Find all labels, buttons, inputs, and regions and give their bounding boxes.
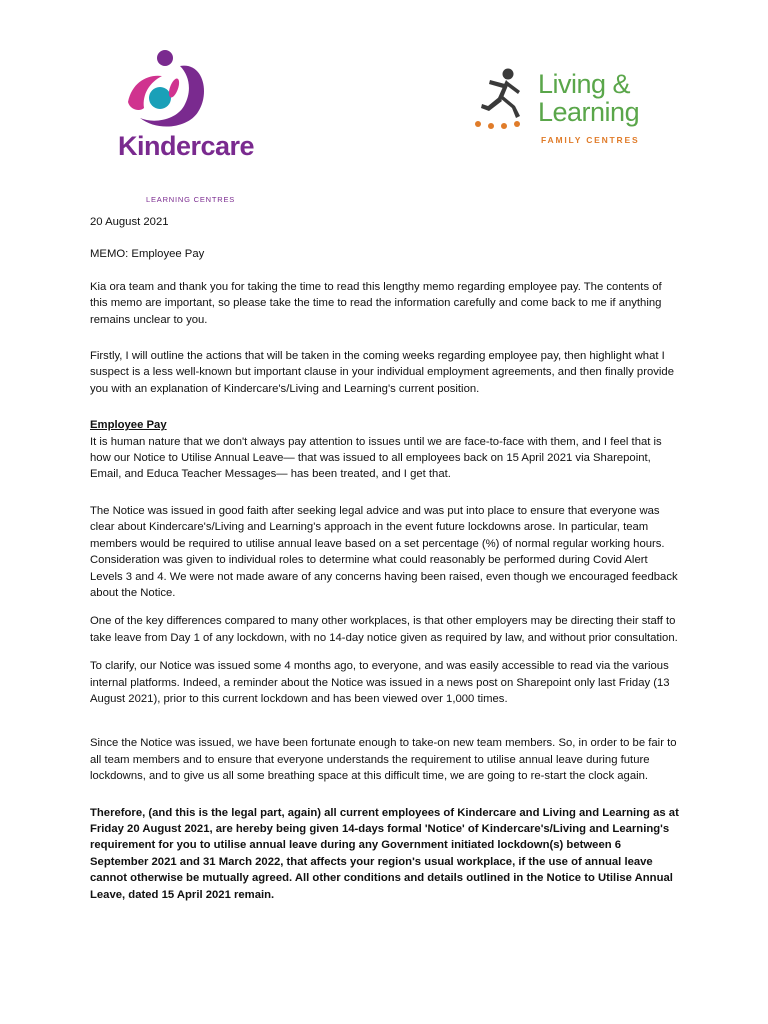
memo-title: MEMO: Employee Pay [90, 248, 205, 261]
kindercare-wordmark: Kindercare [118, 131, 255, 161]
paragraph-legal-notice: Therefore, (and this is the legal part, again) all current employees of Kindercare and Living and Learning as at Friday 20 August 2021, are hereby being given 14-days formal 'Notice' of Kindercare's/Living and Learning's requirement for you to utilise annual leave during any Government initiated lockdown(s) between 6 September 2021 and 31 March 2022, that affects your region's usual workplace, if the use of annual leave cannot otherwise be mutually agreed. All other conditions and details outlined in the Notice to Utilise Annual Leave, dated 15 April 2021 remain. [90, 806, 679, 901]
kindercare-logo [118, 46, 255, 204]
kindercare-tagline: LEARNING CENTRES [146, 195, 236, 204]
paragraph-human-nature: It is human nature that we don't always pay attention to issues until we are face-to-face with them, and I feel that is how our Notice to Utilise Annual Leave— that was issued to all employees back on 15 April 2021 via Sharepoint, Email, and Educa Teacher Messages— has been treated, and I get that. [90, 435, 662, 481]
paragraph-notice-good-faith: The Notice was issued in good faith after seeking legal advice and was put into place to ensure that everyone was clear about Kindercare's/Living and Learning's approach in the event future lockdowns arose. In particular, team members would be required to utilise annual leave based on a set percentage (%) of normal regular working hours. Consideration was given to individual roles to determine what could reasonably be performed during Covid Alert Levels 3 and 4. We were not made aware of any concerns having been raised, even though we encouraged feedback about the Notice. [90, 504, 678, 599]
section-heading-employee-pay: Employee Pay [90, 419, 167, 432]
memo-body [90, 214, 682, 903]
running-figure-icon [472, 66, 534, 134]
paragraph-restart-clock: Since the Notice was issued, we have been fortunate enough to take-on new team members. So, in order to be fair to all team members and to ensure that everyone understands the requirement to utilise annual leave during future lockdowns, and to give us all some breathing space at this difficult time, we are going to re-start the clock again. [90, 737, 677, 783]
living-learning-tagline: FAMILY CENTRES [541, 135, 640, 145]
paragraph-key-differences: One of the key differences compared to many other workplaces, is that other employers may be directing their staff to take leave from Day 1 of any lockdown, with no 14-day notice given as required by law, and without prior consultation. [90, 615, 678, 644]
paragraph-outline: Firstly, I will outline the actions that will be taken in the coming weeks regarding employee pay, then highlight what I suspect is a less well-known but important clause in your individual employment agreements, and then finally provide you with an explanation of Kindercare's/Living and Learning's current position. [90, 350, 674, 395]
paragraph-intro: Kia ora team and thank you for taking the time to read this lengthy memo regarding employee pay. The contents of this memo are important, so please take the time to read the information carefully and come back to me if anything remains unclear to you. [90, 280, 662, 326]
memo-date: 20 August 2021 [90, 216, 169, 228]
paragraph-clarify: To clarify, our Notice was issued some 4 months ago, to everyone, and was easily accessible to read via the various internal platforms. Indeed, a reminder about the Notice was issued in a news post on Sharepoint only last Friday (13 August 2021), prior to this current lockdown and has been viewed over 1,000 times. [90, 660, 670, 705]
living-learning-logo [472, 66, 662, 146]
kindercare-logo-mark-icon [118, 46, 228, 134]
living-learning-wordmark-line1: Living & [538, 69, 631, 99]
living-learning-wordmark-line2: Learning [538, 97, 640, 127]
